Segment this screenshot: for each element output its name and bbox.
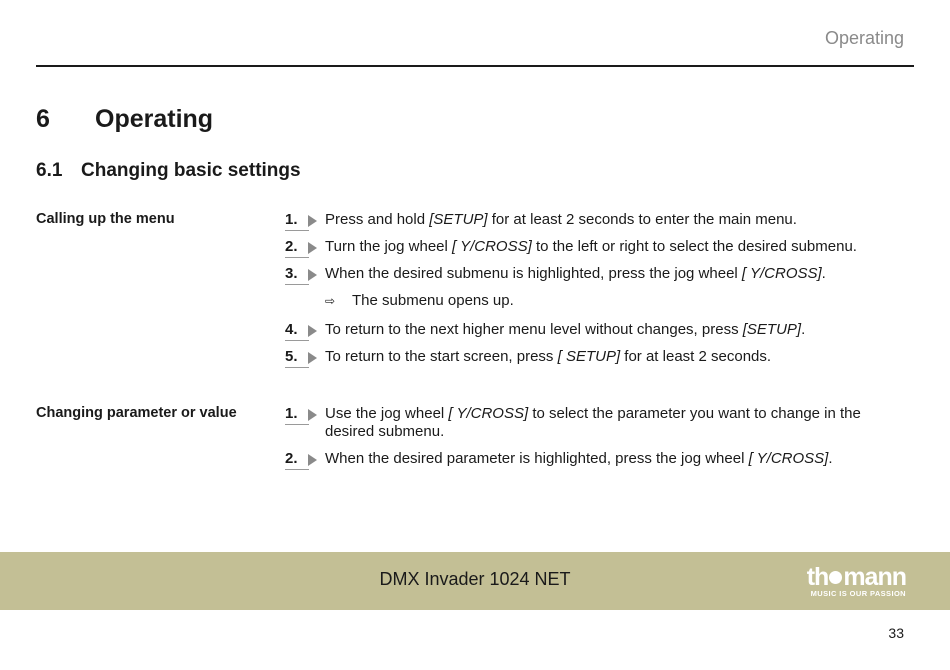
key-label: [SETUP]	[742, 321, 802, 338]
step-item	[285, 321, 910, 339]
running-head: Operating	[824, 28, 904, 48]
step-item	[285, 348, 910, 366]
step-arrow-icon	[308, 409, 317, 421]
step-number: 4.	[285, 321, 317, 339]
chapter-heading	[36, 105, 213, 134]
result-text: The submenu opens up.	[352, 292, 514, 309]
step-number: 1.	[285, 211, 317, 229]
logo-tagline: MUSIC IS OUR PASSION	[810, 589, 906, 598]
key-label: [ Y/CROSS]	[448, 405, 529, 422]
step-arrow-icon	[308, 352, 317, 364]
step-text: When the desired submenu is highlighted, press the jog wheel [ Y/CROSS].	[325, 265, 826, 282]
step-arrow-icon	[308, 269, 317, 281]
thomann-logo	[781, 563, 906, 599]
step-text: To return to the start screen, press [ SETUP] for at least 2 seconds.	[325, 348, 772, 365]
step-arrow-icon	[308, 242, 317, 254]
key-label: [ SETUP]	[557, 348, 621, 365]
step-number: 2.	[285, 238, 317, 256]
block-label-changing-parameter: Changing parameter or value	[36, 405, 237, 421]
page-number: 33	[888, 625, 904, 641]
footer-product-title: DMX Invader 1024 NET	[379, 569, 571, 589]
block-label-calling-menu: Calling up the menu	[36, 211, 175, 227]
section-number: 6.1	[36, 160, 63, 181]
section-title: Changing basic settings	[81, 160, 301, 181]
key-label: [ Y/CROSS]	[748, 450, 829, 467]
step-item	[285, 211, 910, 229]
step-number: 3.	[285, 265, 317, 283]
step-text: Use the jog wheel [ Y/CROSS] to select the parameter you want to change in the desired submenu.	[325, 405, 861, 440]
key-label: [ Y/CROSS]	[452, 238, 532, 255]
key-label: [SETUP]	[429, 211, 488, 228]
step-arrow-icon	[308, 325, 317, 337]
step-text: Turn the jog wheel [ Y/CROSS] to the left or right to select the desired submenu.	[325, 238, 857, 255]
header-rule	[36, 65, 914, 67]
chapter-title: Operating	[95, 105, 214, 133]
step-text: Press and hold [SETUP] for at least 2 seconds to enter the main menu.	[325, 211, 797, 228]
step-text: When the desired parameter is highlighted, press the jog wheel [ Y/CROSS].	[325, 450, 833, 467]
step-item	[285, 265, 910, 283]
logo-dot-icon	[829, 571, 842, 584]
step-number: 1.	[285, 405, 317, 423]
step-arrow-icon	[308, 215, 317, 227]
step-item	[285, 450, 910, 468]
step-text: To return to the next higher menu level without changes, press [SETUP].	[325, 321, 806, 338]
step-arrow-icon	[308, 454, 317, 466]
section-heading	[36, 160, 301, 182]
step-number: 2.	[285, 450, 317, 468]
step-result	[325, 292, 514, 310]
step-item	[285, 238, 910, 256]
chapter-number: 6	[36, 105, 50, 133]
step-item	[285, 405, 910, 441]
logo-wordmark: th mann	[806, 563, 906, 591]
result-arrow-icon: ⇨	[325, 294, 336, 308]
step-number: 5.	[285, 348, 317, 366]
key-label: [ Y/CROSS]	[741, 265, 822, 282]
